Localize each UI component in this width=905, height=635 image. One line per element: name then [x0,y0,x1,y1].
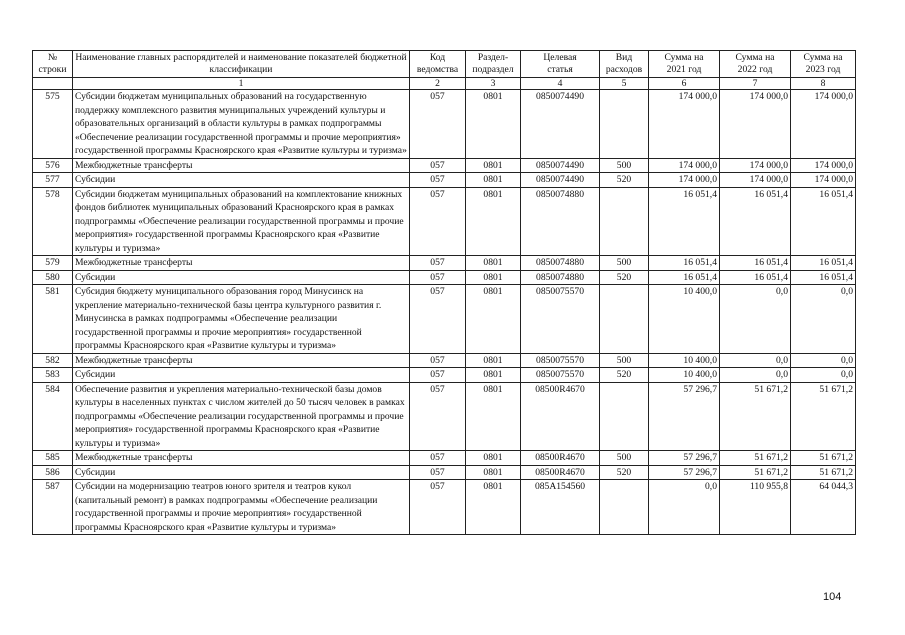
cell-sum-2021: 0,0 [649,480,720,535]
cell-department-code: 057 [410,480,466,535]
cell-expense-kind [600,187,649,256]
cell-sum-2022: 174 000,0 [720,90,791,159]
cell-sum-2022: 0,0 [720,368,791,383]
cell-sum-2022: 51 671,2 [720,465,791,480]
cell-name: Субсидии [73,465,410,480]
cell-name: Субсидия бюджету муниципального образования город Минусинск на укрепление материально-технической базы центра культурного развития г. Минусинска в рамках подпрограммы «Обеспечение реализации государственной программы и прочие мероприятия» государственной программы Красноярского края «Развитие культуры и туризма» [73,285,410,354]
table-row [33,353,856,368]
header-expense-kind: Вид расходов [600,51,649,78]
cell-sum-2021: 174 000,0 [649,158,720,173]
cell-expense-kind: 500 [600,158,649,173]
header-section: Раздел- подраздел [466,51,521,78]
cell-name: Субсидии на модернизацию театров юного зрителя и театров кукол (капитальный ремонт) в рамках подпрограммы «Обеспечение реализации государственной программы и прочие мероприятия» государственной программы Красноярского края «Развитие культуры и туризма» [73,480,410,535]
cell-sum-2023: 51 671,2 [791,382,856,451]
cell-expense-kind: 500 [600,353,649,368]
cell-expense-kind: 520 [600,368,649,383]
cell-department-code: 057 [410,270,466,285]
cell-section: 0801 [466,90,521,159]
cell-sum-2023: 174 000,0 [791,90,856,159]
cell-sum-2021: 57 296,7 [649,465,720,480]
cell-department-code: 057 [410,90,466,159]
cell-sum-2022: 16 051,4 [720,270,791,285]
cell-sum-2021: 10 400,0 [649,353,720,368]
cell-sum-2023: 64 044,3 [791,480,856,535]
cell-sum-2023: 0,0 [791,353,856,368]
cell-sum-2021: 174 000,0 [649,90,720,159]
cell-department-code: 057 [410,368,466,383]
cell-sum-2023: 51 671,2 [791,465,856,480]
cell-name: Обеспечение развития и укрепления материально-технической базы домов культуры в населенных пунктах с числом жителей до 50 тысяч человек в рамках подпрограммы «Обеспечение реализации государственной программы и прочие мероприятия» государственной программы Красноярского края «Развитие культуры и туризма» [73,382,410,451]
cell-target-article: 0850075570 [521,368,600,383]
cell-name: Субсидии бюджетам муниципальных образований на комплектование книжных фондов библиотек муниципальных образований Красноярского края в рамках подпрограммы «Обеспечение реализации государственной программы и прочие мероприятия» государственной программы Красноярского края «Развитие культуры и туризма» [73,187,410,256]
cell-section: 0801 [466,480,521,535]
cell-section: 0801 [466,187,521,256]
column-index: 2 [410,78,466,90]
cell-department-code: 057 [410,187,466,256]
cell-sum-2023: 174 000,0 [791,173,856,188]
cell-expense-kind [600,285,649,354]
cell-name: Межбюджетные трансферты [73,353,410,368]
cell-target-article: 0850075570 [521,285,600,354]
table-row [33,285,856,354]
cell-sum-2021: 16 051,4 [649,187,720,256]
cell-row-number: 584 [33,382,73,451]
cell-sum-2022: 16 051,4 [720,256,791,271]
cell-row-number: 585 [33,451,73,466]
cell-department-code: 057 [410,451,466,466]
cell-target-article: 0850074490 [521,158,600,173]
column-index [33,78,73,90]
cell-target-article: 08500R4670 [521,451,600,466]
column-index-row [33,78,856,90]
table-row [33,173,856,188]
cell-sum-2023: 0,0 [791,368,856,383]
table-row [33,270,856,285]
cell-target-article: 0850074880 [521,187,600,256]
cell-row-number: 587 [33,480,73,535]
column-index: 8 [791,78,856,90]
header-department-code: Код ведомства [410,51,466,78]
cell-section: 0801 [466,270,521,285]
cell-expense-kind [600,382,649,451]
cell-department-code: 057 [410,465,466,480]
header-sum-2021: Сумма на 2021 год [649,51,720,78]
cell-section: 0801 [466,382,521,451]
cell-department-code: 057 [410,173,466,188]
cell-row-number: 582 [33,353,73,368]
cell-department-code: 057 [410,158,466,173]
cell-target-article: 0850074880 [521,256,600,271]
cell-sum-2022: 110 955,8 [720,480,791,535]
cell-sum-2022: 174 000,0 [720,158,791,173]
cell-row-number: 586 [33,465,73,480]
cell-department-code: 057 [410,353,466,368]
cell-target-article: 0850074490 [521,90,600,159]
cell-row-number: 576 [33,158,73,173]
cell-target-article: 0850075570 [521,353,600,368]
cell-row-number: 575 [33,90,73,159]
cell-name: Межбюджетные трансферты [73,451,410,466]
column-index: 5 [600,78,649,90]
cell-sum-2022: 0,0 [720,353,791,368]
cell-section: 0801 [466,368,521,383]
cell-department-code: 057 [410,256,466,271]
cell-target-article: 08500R4670 [521,382,600,451]
page-number: 104 [823,591,842,603]
header-name: Наименование главных распорядителей и наименование показателей бюджетной классификации [73,51,410,78]
cell-name: Субсидии бюджетам муниципальных образований на государственную поддержку комплексного развития муниципальных учреждений культуры и образовательных организаций в области культуры в рамках подпрограммы «Обеспечение реализации государственной программы и прочие мероприятия» государственной программы Красноярского края «Развитие культуры и туризма» [73,90,410,159]
cell-sum-2023: 174 000,0 [791,158,856,173]
header-target-article: Целевая статья [521,51,600,78]
cell-expense-kind: 500 [600,256,649,271]
cell-sum-2022: 174 000,0 [720,173,791,188]
cell-row-number: 583 [33,368,73,383]
header-sum-2023: Сумма на 2023 год [791,51,856,78]
table-row [33,368,856,383]
cell-name: Межбюджетные трансферты [73,256,410,271]
cell-sum-2022: 51 671,2 [720,451,791,466]
column-index: 3 [466,78,521,90]
cell-section: 0801 [466,173,521,188]
cell-sum-2021: 57 296,7 [649,382,720,451]
cell-sum-2022: 0,0 [720,285,791,354]
cell-row-number: 577 [33,173,73,188]
cell-sum-2023: 16 051,4 [791,256,856,271]
cell-section: 0801 [466,451,521,466]
cell-section: 0801 [466,285,521,354]
cell-row-number: 578 [33,187,73,256]
table-row [33,90,856,159]
header-row-number: № строки [33,51,73,78]
table-row [33,158,856,173]
cell-expense-kind: 520 [600,465,649,480]
cell-target-article: 0850074490 [521,173,600,188]
cell-expense-kind: 520 [600,270,649,285]
cell-expense-kind: 520 [600,173,649,188]
cell-target-article: 085A154560 [521,480,600,535]
cell-sum-2021: 57 296,7 [649,451,720,466]
cell-sum-2021: 10 400,0 [649,368,720,383]
cell-sum-2023: 0,0 [791,285,856,354]
cell-sum-2021: 16 051,4 [649,270,720,285]
cell-name: Субсидии [73,173,410,188]
cell-row-number: 581 [33,285,73,354]
cell-row-number: 580 [33,270,73,285]
table-header-row [33,51,856,78]
cell-department-code: 057 [410,285,466,354]
column-index: 7 [720,78,791,90]
cell-name: Субсидии [73,368,410,383]
cell-expense-kind [600,90,649,159]
cell-sum-2023: 16 051,4 [791,270,856,285]
cell-sum-2023: 51 671,2 [791,451,856,466]
cell-sum-2021: 174 000,0 [649,173,720,188]
cell-name: Субсидии [73,270,410,285]
cell-target-article: 08500R4670 [521,465,600,480]
cell-section: 0801 [466,256,521,271]
table-row [33,256,856,271]
cell-row-number: 579 [33,256,73,271]
table-row [33,187,856,256]
cell-section: 0801 [466,158,521,173]
cell-sum-2023: 16 051,4 [791,187,856,256]
cell-sum-2021: 10 400,0 [649,285,720,354]
cell-sum-2021: 16 051,4 [649,256,720,271]
cell-expense-kind: 500 [600,451,649,466]
cell-expense-kind [600,480,649,535]
column-index: 1 [73,78,410,90]
cell-name: Межбюджетные трансферты [73,158,410,173]
table-row [33,451,856,466]
cell-target-article: 0850074880 [521,270,600,285]
cell-department-code: 057 [410,382,466,451]
table-row [33,382,856,451]
column-index: 4 [521,78,600,90]
cell-sum-2022: 51 671,2 [720,382,791,451]
budget-table [32,50,856,535]
table-row [33,480,856,535]
column-index: 6 [649,78,720,90]
header-sum-2022: Сумма на 2022 год [720,51,791,78]
cell-section: 0801 [466,465,521,480]
cell-section: 0801 [466,353,521,368]
table-row [33,465,856,480]
cell-sum-2022: 16 051,4 [720,187,791,256]
